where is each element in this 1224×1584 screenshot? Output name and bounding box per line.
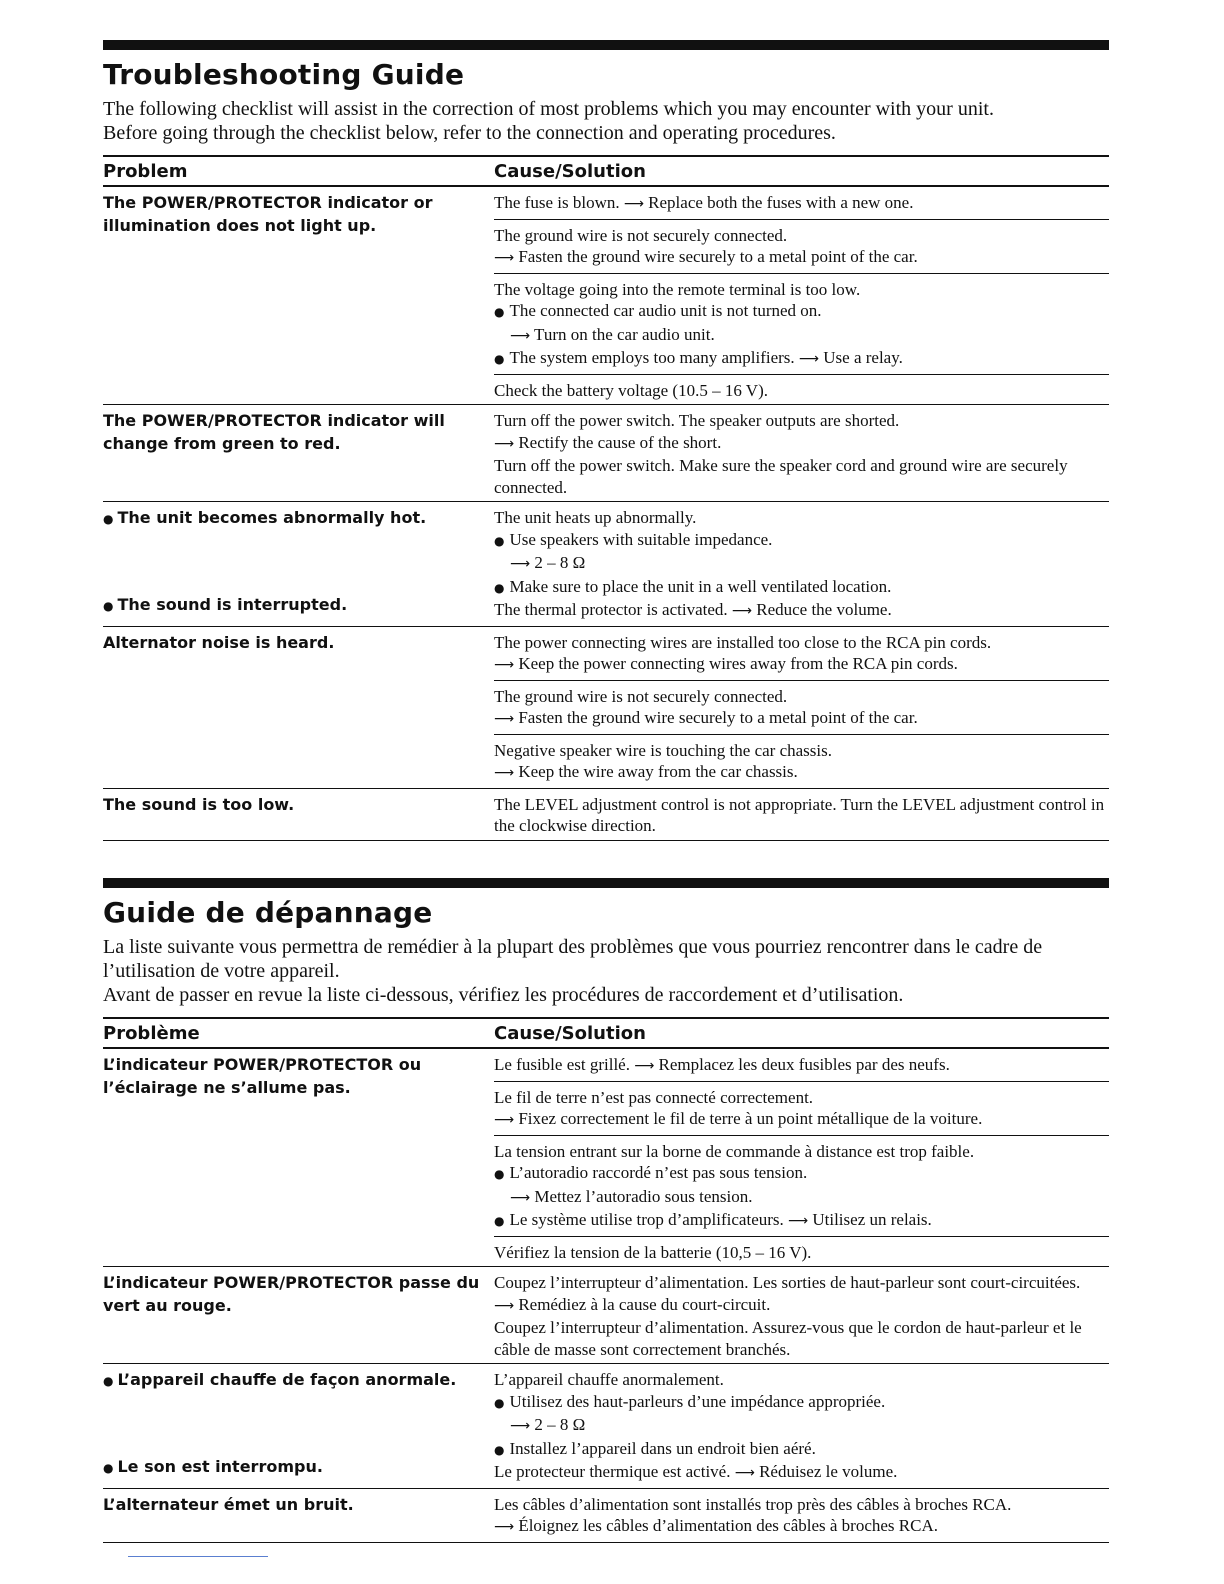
arrow-icon: ⟶	[734, 1465, 755, 1481]
solution-cell	[494, 1489, 1109, 1542]
solution-item: The LEVEL adjustment control is not appropriate. Turn the LEVEL adjustment control in the clockwise direction.	[494, 794, 1105, 835]
bullet-icon: ●	[494, 305, 505, 319]
bullet-icon: ●	[494, 1442, 505, 1457]
bullet-icon: ●	[103, 1461, 114, 1475]
arrow-icon: ⟶	[798, 351, 819, 367]
solution-item: Les câbles d’alimentation sont installés trop près des câbles à broches RCA. ⟶ Éloignez les câbles d’alimentation des câbles à broches RCA.	[494, 1494, 1012, 1535]
solution-item: Coupez l’interrupteur d’alimentation. Les sorties de haut-parleur sont court-circuitées. ⟶ Remédiez à la cause du court-circuit. Coupez l’interrupteur d’alimentation. Assurez-vous que le cordon de haut-parleur et le câble de masse sont correctement branchés.	[494, 1273, 1082, 1359]
arrow-icon: ⟶	[510, 1418, 531, 1434]
solution-cell	[494, 1049, 1109, 1266]
table-row	[103, 1489, 1109, 1543]
troubleshooting-section-en	[103, 40, 1109, 841]
problem-cell: The POWER/PROTECTOR indicator will change from green to red.	[103, 411, 445, 453]
arrow-icon: ⟶	[510, 327, 531, 344]
bullet-icon: ●	[494, 533, 505, 548]
column-header-solution: Cause/Solution	[494, 161, 646, 182]
table-row	[103, 627, 1109, 789]
arrow-icon: ⟶	[788, 1213, 809, 1229]
table-header	[103, 155, 1109, 187]
problem-cell: ● L’appareil chauffe de façon anormale. ● Le son est interrompu.	[103, 1370, 457, 1476]
solution-item: The ground wire is not securely connected. ⟶ Fasten the ground wire securely to a metal point of the car.	[494, 220, 1109, 274]
page-title: Troubleshooting Guide	[103, 58, 465, 91]
column-header-solution: Cause/Solution	[494, 1023, 646, 1044]
solution-cell	[494, 789, 1109, 840]
section-top-bar	[103, 40, 1109, 50]
page-title: Guide de dépannage	[103, 896, 433, 929]
table-row	[103, 1267, 1109, 1364]
table-row	[103, 405, 1109, 502]
solution-item: The power connecting wires are installed too close to the RCA pin cords. ⟶ Keep the power connecting wires away from the RCA pin cords.	[494, 627, 1109, 681]
solution-cell	[494, 1267, 1109, 1363]
problem-cell: The sound is too low.	[103, 794, 295, 814]
problem-cell: L’alternateur émet un bruit.	[103, 1494, 354, 1514]
solution-cell	[494, 627, 1109, 788]
arrow-icon: ⟶	[623, 196, 644, 212]
arrow-icon: ⟶	[494, 711, 515, 727]
arrow-icon: ⟶	[494, 1112, 515, 1128]
solution-item: The fuse is blown. ⟶ Replace both the fuses with a new one.	[494, 187, 1109, 220]
bullet-icon: ●	[494, 580, 505, 595]
problem-cell: The POWER/PROTECTOR indicator or illumination does not light up.	[103, 193, 433, 235]
bullet-icon: ●	[494, 1167, 505, 1181]
column-header-problem: Problème	[103, 1023, 200, 1044]
solution-item: Vérifiez la tension de la batterie (10,5 – 16 V).	[494, 1242, 812, 1262]
solution-item: Turn off the power switch. The speaker outputs are shorted. ⟶ Rectify the cause of the short. Turn off the power switch. Make sure the speaker cord and ground wire are securely connected.	[494, 411, 1068, 497]
arrow-icon: ⟶	[494, 1519, 515, 1535]
solution-item: Le fusible est grillé. ⟶ Remplacez les deux fusibles par des neufs.	[494, 1049, 1109, 1082]
bullet-icon: ●	[103, 599, 114, 613]
arrow-icon: ⟶	[494, 657, 515, 673]
scan-mark	[128, 1556, 268, 1557]
problem-cell: L’indicateur POWER/PROTECTOR passe du vert au rouge.	[103, 1273, 480, 1315]
table-row	[103, 1364, 1109, 1489]
solution-item: La tension entrant sur la borne de commande à distance est trop faible. ● L’autoradio raccordé n’est pas sous tension. ⟶ Mettez l’autoradio sous tension. ● Le système utilise trop d’amplificateurs. ⟶ Utilisez un relais.	[494, 1136, 1109, 1237]
intro-text: La liste suivante vous permettra de remédier à la plupart des problèmes que vous pourriez rencontrer dans le cadre de l’utilisation de votre appareil. Avant de passer en revue la liste ci-dessous, vérifiez les procédures de raccordement et d’utilisation.	[103, 936, 1043, 1006]
bullet-icon: ●	[103, 1374, 114, 1388]
arrow-icon: ⟶	[494, 765, 515, 781]
problem-cell: L’indicateur POWER/PROTECTOR ou l’éclairage ne s’allume pas.	[103, 1055, 422, 1097]
solution-item: Le fil de terre n’est pas connecté correctement. ⟶ Fixez correctement le fil de terre à un point métallique de la voiture.	[494, 1082, 1109, 1136]
column-header-problem: Problem	[103, 161, 188, 182]
arrow-icon: ⟶	[510, 556, 531, 572]
solution-cell	[494, 405, 1109, 501]
solution-cell	[494, 1364, 1109, 1488]
intro-text: The following checklist will assist in the correction of most problems which you may encounter with your unit. Before going through the checklist below, refer to the connection and operating procedures.	[103, 98, 994, 144]
table-row	[103, 187, 1109, 405]
solution-item: Negative speaker wire is touching the car chassis. ⟶ Keep the wire away from the car chassis.	[494, 740, 832, 781]
bullet-icon: ●	[103, 512, 114, 526]
solution-item: The voltage going into the remote terminal is too low. ● The connected car audio unit is not turned on. ⟶ Turn on the car audio unit. ● The system employs too many amplifiers. ⟶ Use a relay.	[494, 274, 1109, 375]
arrow-icon: ⟶	[731, 603, 752, 619]
table-row	[103, 502, 1109, 627]
bullet-icon: ●	[494, 1395, 505, 1410]
table-header	[103, 1017, 1109, 1049]
arrow-icon: ⟶	[494, 1297, 515, 1314]
solution-item: The unit heats up abnormally. ● Use speakers with suitable impedance. ⟶ 2 – 8 Ω ● Make sure to place the unit in a well ventilated location. The thermal protector is activated. ⟶ Reduce the volume.	[494, 508, 892, 619]
section-top-bar	[103, 878, 1109, 888]
table-row	[103, 1049, 1109, 1267]
arrow-icon: ⟶	[510, 1189, 531, 1206]
solution-item: The ground wire is not securely connected. ⟶ Fasten the ground wire securely to a metal point of the car.	[494, 681, 1109, 735]
arrow-icon: ⟶	[494, 250, 515, 266]
problem-cell: Alternator noise is heard.	[103, 632, 335, 652]
problem-cell: ● The unit becomes abnormally hot. ● The sound is interrupted.	[103, 508, 427, 614]
bullet-icon: ●	[494, 1214, 505, 1228]
table-row	[103, 789, 1109, 841]
arrow-icon: ⟶	[494, 435, 515, 452]
arrow-icon: ⟶	[634, 1058, 655, 1074]
troubleshooting-section-fr	[103, 878, 1109, 1543]
solution-item: Check the battery voltage (10.5 – 16 V).	[494, 380, 768, 400]
bullet-icon: ●	[494, 352, 505, 366]
solution-cell	[494, 187, 1109, 404]
solution-cell	[494, 502, 1109, 626]
solution-item: L’appareil chauffe anormalement. ● Utilisez des haut-parleurs d’une impédance appropriée. ⟶ 2 – 8 Ω ● Installez l’appareil dans un endroit bien aéré. Le protecteur thermique est activé. ⟶ Réduisez le volume.	[494, 1370, 898, 1481]
